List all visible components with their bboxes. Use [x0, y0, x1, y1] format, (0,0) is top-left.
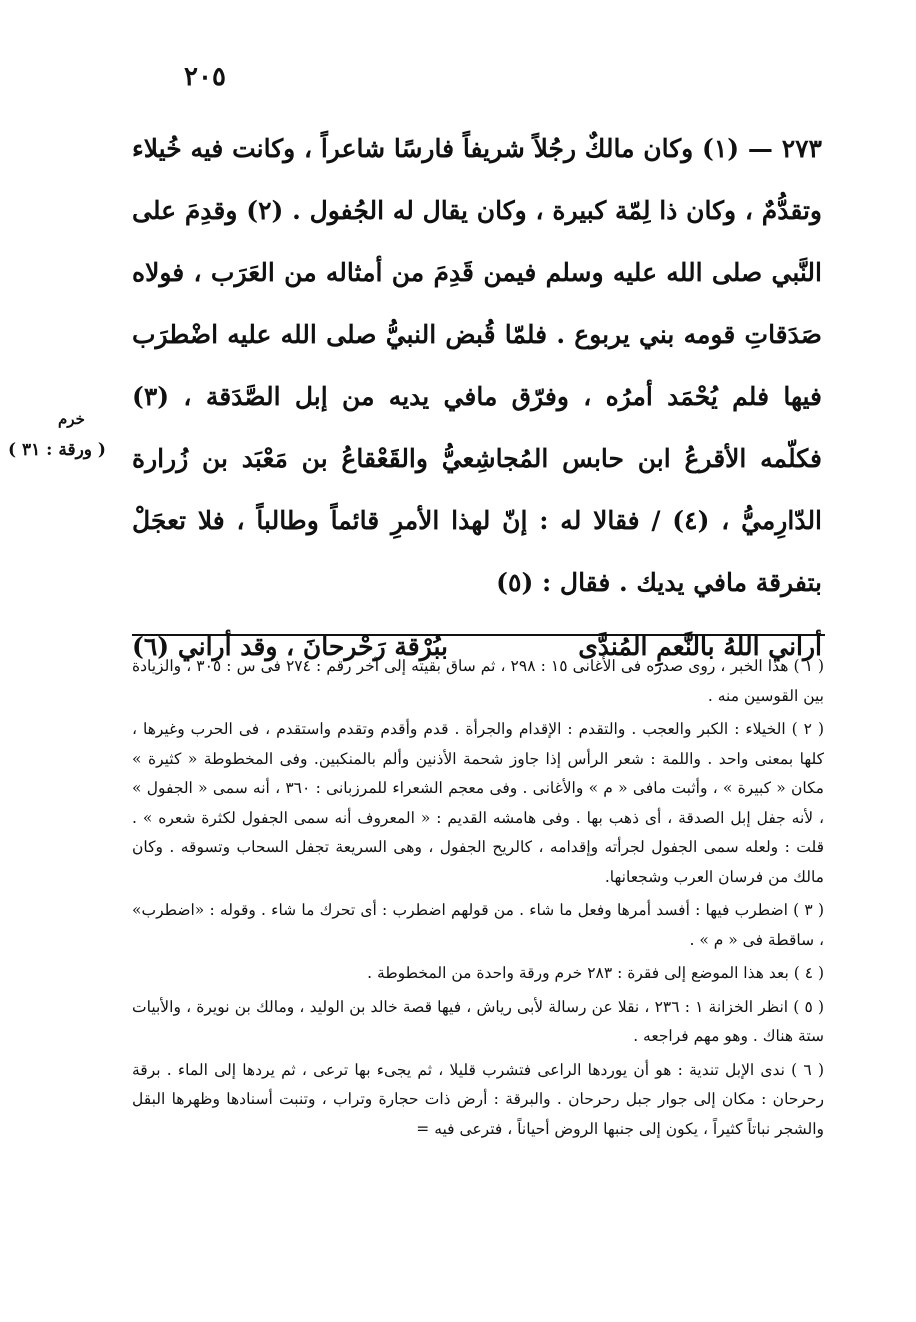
- page-number: ٢٠٥: [184, 62, 226, 92]
- main-text-block: [132, 118, 822, 678]
- footnote: ( ٦ ) ندى الإبل تندية : هو أن يوردها الراعى فتشرب قليلا ، ثم يجىء بها ترعى ، ثم يردها إلى الماء . برقة رحرحان : مكان إلى جوار جبل رحرحان . والبرقة : أرض ذات حجارة وتراب ، وتنبت أسنادها وظهرها البقل والشجر نباتاً كثيراً ، يكون إلى جنبها الروض أحياناً ، فترعى فيه =: [132, 1060, 824, 1138]
- margin-note-lacuna: خرم: [58, 410, 85, 428]
- footnotes-block: [132, 652, 824, 1148]
- footnote-divider: [132, 634, 825, 636]
- footnote: ( ١ ) هذا الخبر ، روى صدره فى الأغانى ١٥ : ٢٩٨ ، ثم ساق بقيته إلى آخر رقم : ٢٧٤ فى س : ٣٠٥ ، والزيادة بين القوسين منه .: [132, 657, 825, 705]
- verse-hemistich-second: ببُرْقة رَحْرحانَ ، وقد أراني (٦): [132, 632, 449, 661]
- footnote: ( ٢ ) الخيلاء : الكبر والعجب . والتقدم : الإقدام والجرأة . قدم وأقدم وتقدم واستقدم ، فى الحرب وغيرها ، كلها بمعنى واحد . واللمة : شعر الرأس إذا جاوز شحمة الأذنين وألم بالمنكبين. وفى المخطوطة « كثيرة » مكان « كبيرة » ، وأثبت مافى « م » والأغانى . وفى معجم الشعراء للمرزبانى : ٣٦٠ ، أنه سمى « الجفول » ، لأنه جفل إبل الصدقة ، أى ذهب بها . وفى هامشه القديم : « المعروف أنه سمى الجفول لكثرة شعره » . قلت : ولعله سمى الجفول لجرأته وإقدامه ، كالريح الجفول ، وهى السريعة تجفل السحاب وتسوقه . وكان مالك من فرسان العرب وشجعانها.: [132, 720, 824, 886]
- verse-hemistich-first: أراني اللهُ بالنَّعمِ المُندَّى: [578, 632, 822, 661]
- footnote: ( ٣ ) اضطرب فيها : أفسد أمرها وفعل ما شاء . من قولهم اضطرب : أى تحرك ما شاء . وقوله : «اضطرب» ، ساقطة فى « م » .: [132, 901, 824, 949]
- footnote: ( ٥ ) انظر الخزانة ١ : ٢٣٦ ، نقلا عن رسالة لأبى رياش ، فيها قصة خالد بن الوليد ، ومالك بن نويرة ، والأبيات ستة هناك . وهو مهم فراجعه .: [132, 997, 824, 1045]
- footnote: ( ٤ ) بعد هذا الموضع إلى فقرة : ٢٨٣ خرم ورقة واحدة من المخطوطة .: [367, 964, 824, 982]
- margin-note-leaf-number: ( ورقة : ٣١ ): [8, 440, 106, 460]
- main-paragraph: ٢٧٣ — (١) وكان مالكٌ رجُلاً شريفاً فارسًا شاعراً ، وكانت فيه خُيلاء وتقدُّمٌ ، وكان ذا لِمّة كبيرة ، وكان يقال له الجُفول . (٢) وقدِمَ على النَّبي صلى الله عليه وسلم فيمن قَدِمَ من أمثاله من العَرَب ، فولاه صَدَقاتِ قومه بني يربوع . فلمّا قُبض النبيُّ صلى الله عليه اضْطرَب فيها فلم يُحْمَد أمرُه ، وفرّق مافي يديه من إبل الصَّدَقة ، (٣) فكلّمه الأقرعُ ابن حابس المُجاشِعيُّ والقَعْقاعُ بن مَعْبَد بن زُرارة الدّارِميُّ ، (٤) / فقالا له : إنّ لهذا الأمرِ قائماً وطالباً ، فلا تعجَلْ بتفرقة مافي يديك . فقال : (٥): [132, 134, 823, 597]
